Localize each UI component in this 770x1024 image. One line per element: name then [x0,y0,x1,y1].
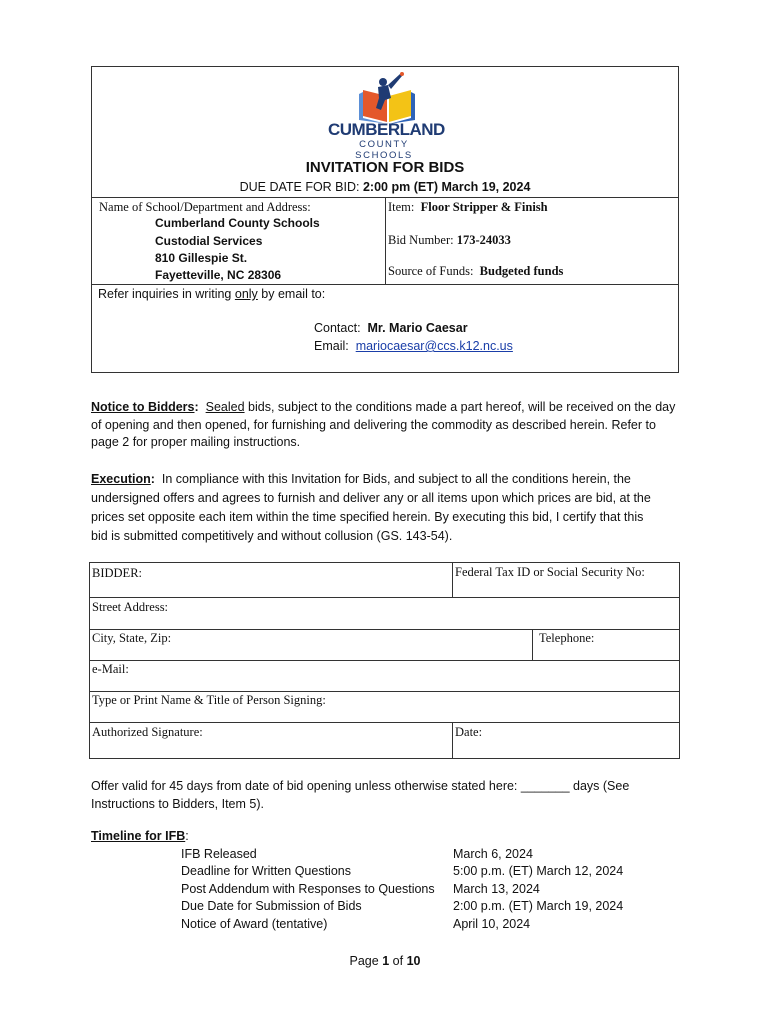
funds-label: Source of Funds: [388,264,474,278]
timeline-date: March 13, 2024 [453,882,540,896]
execution-line: bid is submitted competitively and without collusion (GS. 143-54). [91,529,453,543]
timeline-date: April 10, 2024 [453,917,531,931]
school-city: Fayetteville, NC 28306 [155,268,282,282]
page-total: 10 [406,954,421,968]
date-field[interactable]: Date: [455,725,483,739]
email-field[interactable]: e-Mail: [92,662,129,676]
timeline-event: Deadline for Written Questions [181,864,351,878]
telephone-field[interactable]: Telephone: [539,631,595,645]
contact-label: Contact: [314,321,361,335]
contact-name: Mr. Mario Caesar [367,321,468,335]
page-footer [0,954,770,968]
notice-paragraph: Notice to Bidders: Sealed bids, subject to the conditions made a part hereof, will be received on the day of opening and then opened, for furnishing and delivering the commodity as described herein. Refer to page 2 for proper mailing instructions. [91,399,691,452]
city-state-zip-field[interactable]: City, State, Zip: [92,631,172,645]
notice-line: of opening and then opened, for furnishing and delivering the commodity as described herein. Refer to [91,417,656,432]
school-name: Cumberland County Schools [155,216,320,230]
bidder-field[interactable]: BIDDER: [92,566,142,580]
signer-name-field[interactable]: Type or Print Name & Title of Person Signing: [92,693,326,707]
divider [91,284,679,285]
due-date-label: DUE DATE FOR BID: [239,180,360,194]
item-label: Item: [388,200,415,214]
notice-heading: Notice to Bidders [91,400,195,414]
item-value: Floor Stripper & Finish [420,200,548,214]
school-logo-graphic [345,70,435,124]
email-line [314,339,513,353]
timeline-date: 2:00 p.m. (ET) March 19, 2024 [453,899,624,913]
notice-sealed: Sealed [205,400,245,414]
divider [89,629,680,630]
due-date-line [91,180,679,194]
page-title: INVITATION FOR BIDS [305,159,465,176]
funds-value: Budgeted funds [479,264,564,278]
inquiries-text-end: by email to: [261,287,326,301]
divider [89,691,680,692]
item-line [388,200,548,215]
page-word: Page [349,954,379,968]
offer-paragraph [91,778,691,813]
signature-field[interactable]: Authorized Signature: [92,725,203,739]
timeline-event: Post Addendum with Responses to Questions [181,882,435,896]
inquiries-only: only [234,287,258,301]
bid-number-label: Bid Number: [388,233,454,247]
offer-line: Instructions to Bidders, Item 5). [91,796,264,811]
school-label: Name of School/Department and Address: [99,200,311,214]
timeline-colon: : [185,829,189,843]
contact-line [314,321,468,335]
execution-line: prices set opposite each item within the time specified herein. By executing this bid, I certify that this [91,510,644,524]
divider [385,197,386,284]
bid-number-value: 173-24033 [456,233,511,247]
notice-line: bids, subject to the conditions made a part hereof, will be received on the day [248,400,676,414]
timeline-heading: Timeline for IFB [91,829,186,843]
execution-paragraph: Execution: In compliance with this Invitation for Bids, and subject to all the conditions herein, the undersigned offers and agrees to furnish and deliver any or all items upon which prices are bid, at the prices set opposite each item within the time specified herein. By executing this bid, I certify that this bid is submitted competitively and without collusion (GS. 143-54). [91,470,691,546]
timeline-event: Due Date for Submission of Bids [181,899,362,913]
divider [89,722,680,723]
divider [89,660,680,661]
inquiries-line [98,287,325,301]
logo-subtitle: COUNTY SCHOOLS [355,139,413,161]
bid-number-line [388,233,511,248]
tax-id-field[interactable]: Federal Tax ID or Social Security No: [455,565,645,579]
offer-line: Offer valid for 45 days from date of bid opening unless otherwise stated here: _______ days (See [91,779,630,793]
school-dept: Custodial Services [155,234,263,248]
due-date-value: 2:00 pm (ET) March 19, 2024 [362,180,531,194]
execution-line: undersigned offers and agrees to furnish and deliver any or all items upon which prices are bid, at the [91,491,651,505]
email-label: Email: [314,339,349,353]
timeline-date: March 6, 2024 [453,847,533,861]
divider [452,722,453,759]
execution-line: In compliance with this Invitation for Bids, and subject to all the conditions herein, the [161,472,631,486]
notice-line: page 2 for proper mailing instructions. [91,435,301,449]
logo-wordmark: CUMBERLAND [328,120,445,139]
timeline-date: 5:00 p.m. (ET) March 12, 2024 [453,864,624,878]
timeline-event: Notice of Award (tentative) [181,917,328,931]
page-number: 1 [382,954,390,968]
street-address-field[interactable]: Street Address: [92,600,169,614]
execution-heading: Execution [91,472,151,486]
funds-line [388,264,563,279]
timeline-event: IFB Released [181,847,257,861]
divider [89,597,680,598]
divider [452,562,453,597]
inquiries-text: Refer inquiries in writing [98,287,232,301]
timeline-heading-line [91,829,189,843]
email-link[interactable]: mariocaesar@ccs.k12.nc.us [355,339,513,353]
of-word: of [392,954,404,968]
school-street: 810 Gillespie St. [155,251,248,265]
divider [532,629,533,660]
